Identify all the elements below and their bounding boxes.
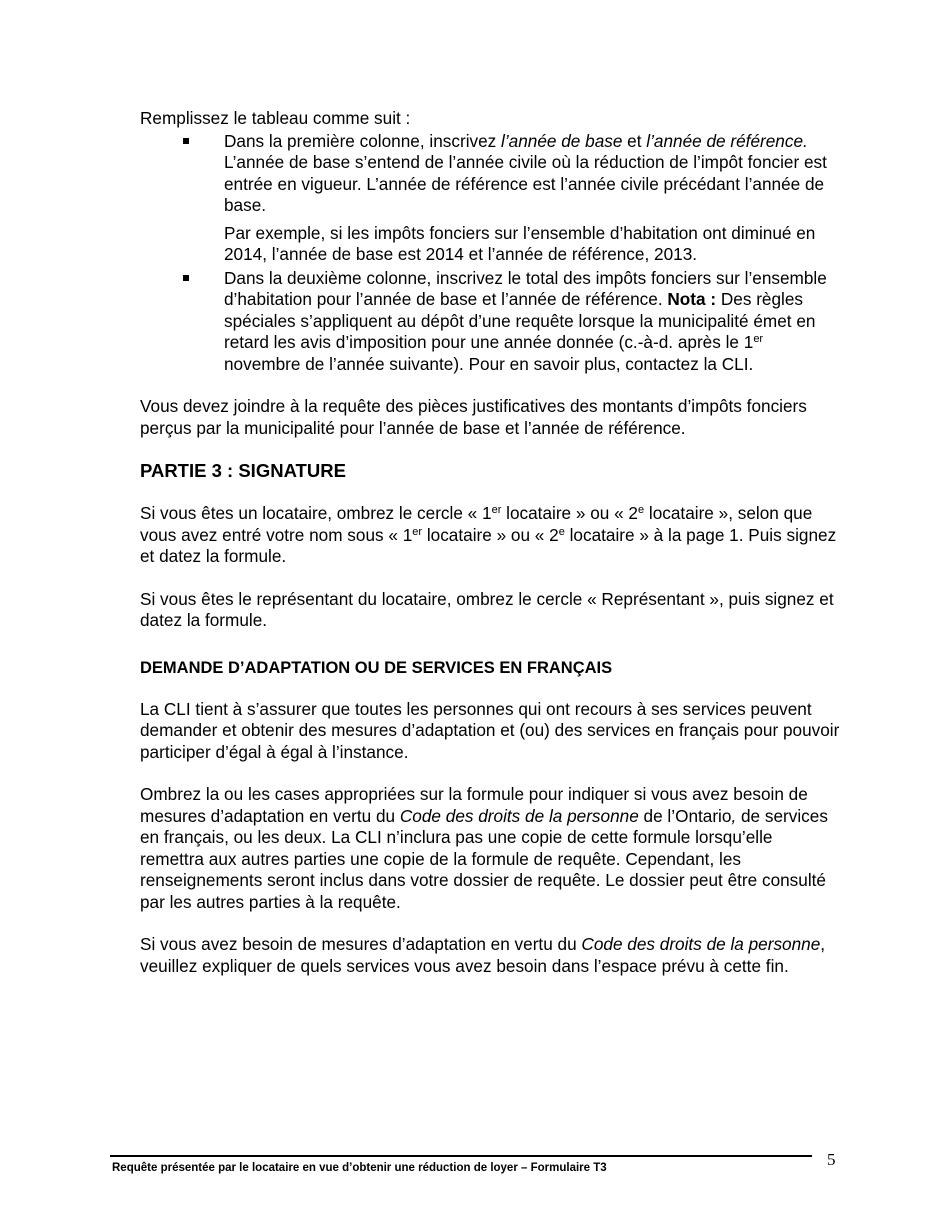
tenant-signature-paragraph: Si vous êtes un locataire, ombrez le cercle « 1er locataire » ou « 2e locataire », selon que vous avez entré votre nom sous « 1er locataire » ou « 2e locataire » à la page 1. Puis signez et datez la formule. [140, 503, 837, 566]
footer-title: Requête présentée par le locataire en vue d’obtenir une réduction de loyer – Formulaire T3 [112, 1162, 607, 1174]
representative-signature-paragraph: Si vous êtes le représentant du locataire, ombrez le cercle « Représentant », puis signez et datez la formule. [140, 588, 834, 630]
first-column-instruction: Dans la première colonne, inscrivez l’année de base et l’année de référence. L’année de base s’entend de l’année civile où la réduction de l’impôt foncier est entrée en vigueur. L’année de référence est l’année civile précédant l’année de base. [224, 130, 827, 215]
page-number: 5 [827, 1150, 836, 1169]
example-text: Par exemple, si les impôts fonciers sur l’ensemble d’habitation ont diminué en 2014, l’année de base est 2014 et l’année de référence, 2013. [224, 222, 816, 264]
second-column-instruction: Dans la deuxième colonne, inscrivez le total des impôts fonciers sur l’ensemble d’habitation pour l’année de base et l’année de référence. Nota : Des règles spéciales s’appliquent au dépôt d’une requête lorsque la municipalité émet en retard les avis d’imposition pour une année donnée (c.-à-d. après le 1er novembre de l’année suivante). Pour en savoir plus, contactez la CLI. [224, 267, 827, 374]
intro-text: Remplissez le tableau comme suit : [140, 108, 411, 128]
square-bullet-icon [183, 138, 189, 144]
accommodation-explain-paragraph: Si vous avez besoin de mesures d’adaptation en vertu du Code des droits de la personne, veuillez expliquer de quels services vous avez besoin dans l’espace prévu à cette fin. [140, 934, 826, 976]
supporting-documents-paragraph: Vous devez joindre à la requête des pièces justificatives des montants d’impôts fonciers perçus par la municipalité pour l’année de base et l’année de référence. [140, 396, 807, 438]
nota-label: Nota : [667, 289, 717, 309]
list-item [140, 268, 840, 376]
document-body [140, 108, 840, 977]
part3-heading: PARTIE 3 : SIGNATURE [140, 460, 346, 481]
footer-divider [110, 1155, 812, 1157]
accommodation-boxes-paragraph: Ombrez la ou les cases appropriées sur la formule pour indiquer si vous avez besoin de mesures d’adaptation en vertu du Code des droits de la personne de l’Ontario, de services en français, ou les deux. La CLI n’inclura pas une copie de cette formule lorsqu’elle remettra aux autres parties une copie de la formule de requête. Cependant, les renseignements seront inclus dans votre dossier de requête. Le dossier peut être consulté par les autres parties à la requête. [140, 784, 828, 912]
instruction-list [140, 131, 840, 376]
list-item [140, 131, 840, 266]
square-bullet-icon [183, 275, 189, 281]
accommodation-heading: DEMANDE D’ADAPTATION OU DE SERVICES EN FRANÇAIS [140, 658, 613, 677]
accommodation-intro-paragraph: La CLI tient à s’assurer que toutes les personnes qui ont recours à ses services peuvent demander et obtenir des mesures d’adaptation et (ou) des services en français pour pouvoir participer d’égal à égal à l’instance. [140, 698, 840, 762]
